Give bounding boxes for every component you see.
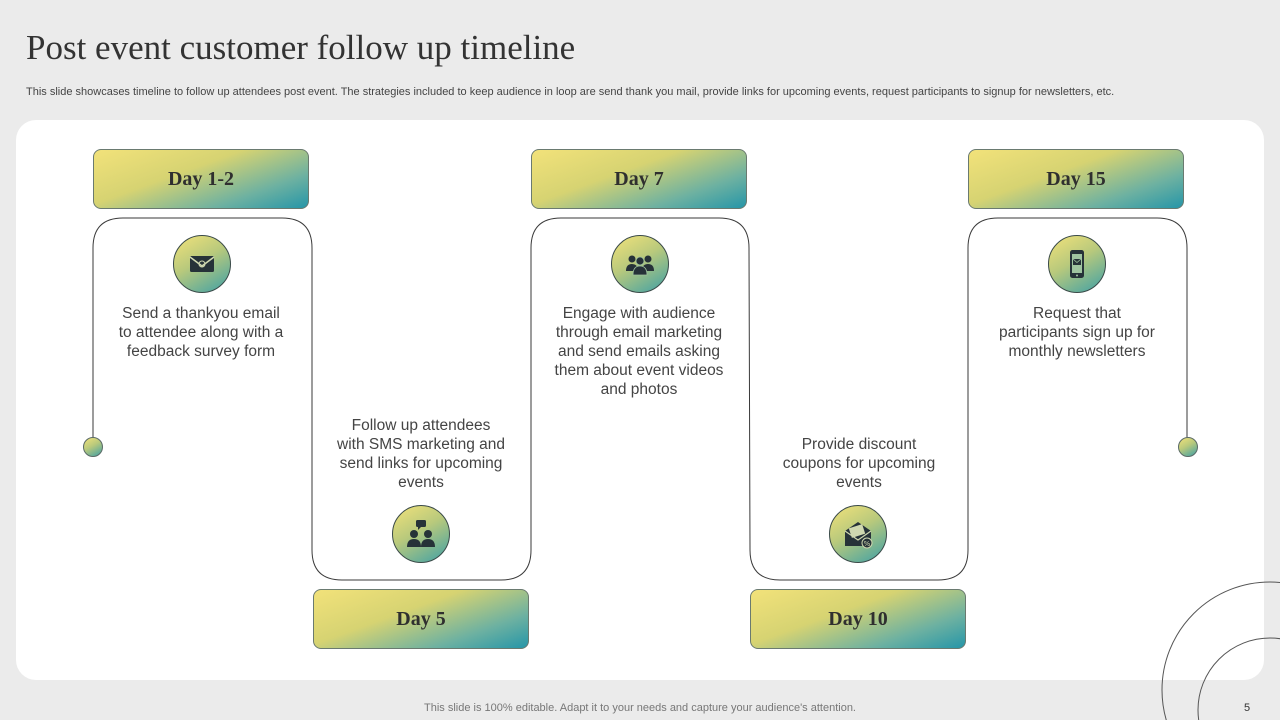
slide-subtitle: This slide showcases timeline to follow up attendees post event. The strategies included to keep audience in loop are send thank you mail, provide links for upcoming events, request participants to signup for newsletters, etc. <box>26 86 1115 98</box>
step-text-2: Follow up attendees with SMS marketing and send links for upcoming events <box>337 417 505 491</box>
day-label-1: Day 1-2 <box>93 149 309 209</box>
day-label-5: Day 15 <box>968 149 1184 209</box>
step-text-4: Provide discount coupons for upcoming events <box>782 436 936 491</box>
step-text-5: Request that participants sign up for monthly newsletters <box>999 305 1155 360</box>
step-text-3: Engage with audience through email marketing and send emails asking them about event videos and photos <box>554 305 724 398</box>
day-label-4: Day 10 <box>750 589 966 649</box>
page-number: 5 <box>1244 702 1251 714</box>
footer-note: This slide is 100% editable. Adapt it to your needs and capture your audience's attention. <box>424 702 856 714</box>
chat-people-icon <box>392 505 450 563</box>
coupon-envelope-icon <box>829 505 887 563</box>
envelope-icon <box>173 235 231 293</box>
timeline-end-dot <box>1178 437 1198 457</box>
slide-title: Post event customer follow up timeline <box>26 28 576 67</box>
timeline-start-dot <box>83 437 103 457</box>
day-label-3: Day 7 <box>531 149 747 209</box>
audience-group-icon <box>611 235 669 293</box>
svg-text:%: % <box>863 540 871 548</box>
mobile-mail-icon <box>1048 235 1106 293</box>
step-text-1: Send a thankyou email to attendee along with a feedback survey form <box>118 305 284 360</box>
day-label-2: Day 5 <box>313 589 529 649</box>
